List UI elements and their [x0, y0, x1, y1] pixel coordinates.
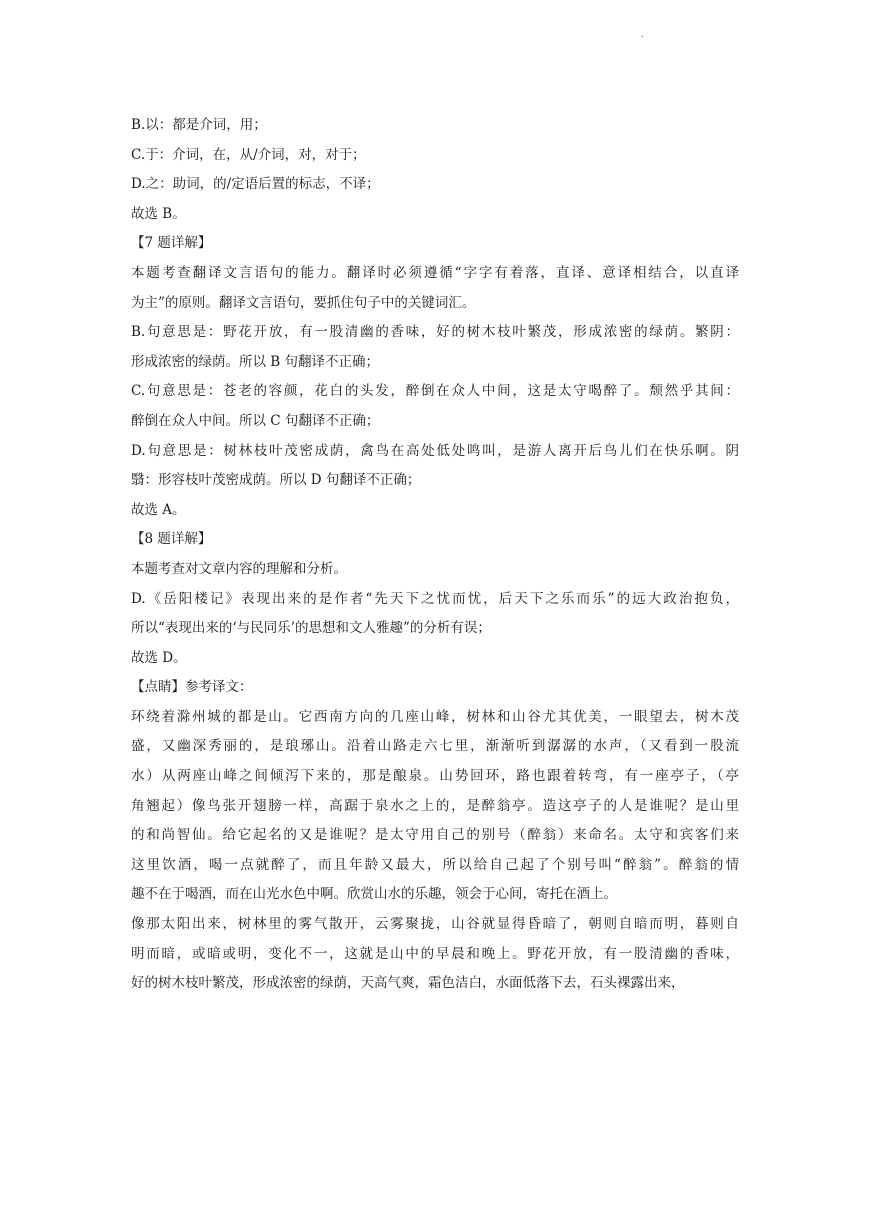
text-line: 为主”的原则。翻译文言语句，要抓住句子中的关键词汇。	[131, 294, 476, 311]
paragraph	[131, 496, 739, 526]
text-line: 这里饮酒，喝一点就醉了，而且年龄又最大，所以给自己起了个别号叫“醉翁”。醉翁的情	[131, 856, 739, 873]
text-line: 趣不在于喝酒，而在山光水色中啊。欣赏山水的乐趣，领会于心间，寄托在酒上。	[131, 886, 617, 903]
paragraph	[131, 111, 739, 141]
paragraph	[131, 555, 739, 585]
text-line: D.句意思是：树林枝叶茂密成荫，禽鸟在高处低处鸣叫，是游人离开后鸟儿们在快乐啊。阴	[131, 442, 739, 459]
paragraph	[131, 229, 739, 259]
header-mark: .	[641, 30, 644, 40]
text-line: 本题考查对文章内容的理解和分析。	[131, 560, 347, 577]
text-line: 的和尚智仙。给它起名的又是谁呢？是太守用自己的别号（醉翁）来命名。太守和宾客们来	[131, 827, 739, 844]
text-line: 故选 D。	[131, 649, 187, 666]
text-line: 形成浓密的绿荫。所以 B 句翻译不正确；	[131, 353, 380, 370]
paragraph	[131, 318, 739, 377]
paragraph	[131, 259, 739, 318]
text-line: C.句意思是：苍老的容颜，花白的头发，醉倒在众人中间，这是太守喝醉了。颓然乎其间：	[131, 383, 739, 400]
text-line: 【点睛】参考译文：	[131, 679, 253, 696]
text-line: C.于：介词，在，从/介词，对，对于；	[131, 146, 366, 163]
text-line: D.《岳阳楼记》表现出来的是作者“先天下之忧而忧，后天下之乐而乐”的远大政治抱负，	[131, 590, 739, 607]
text-line: 故选 A。	[131, 501, 186, 518]
paragraph	[131, 644, 739, 674]
paragraph	[131, 170, 739, 200]
text-line: 本题考查翻译文言语句的能力。翻译时必须遵循“字字有着落，直译、意译相结合，以直译	[131, 264, 739, 281]
paragraph	[131, 585, 739, 644]
text-line: 盛，又幽深秀丽的，是琅琊山。沿着山路走六七里，渐渐听到潺潺的水声，（又看到一股流	[131, 738, 739, 755]
text-line: D.之：助词，的/定语后置的标志，不译；	[131, 176, 380, 193]
text-line: 明而暗，或暗或明，变化不一，这就是山中的早晨和晚上。野花开放，有一股清幽的香味，	[131, 945, 739, 962]
text-line: 【8 题详解】	[131, 531, 212, 548]
text-line: 角翘起）像鸟张开翅膀一样，高踞于泉水之上的，是醉翁亭。造这亭子的人是谁呢？是山里	[131, 797, 739, 814]
document-body	[131, 111, 739, 999]
text-line: 好的树木枝叶繁茂，形成浓密的绿荫，天高气爽，霜色洁白，水面低落下去，石头裸露出来，	[131, 975, 685, 992]
text-line: 醉倒在众人中间。所以 C 句翻译不正确；	[131, 412, 380, 429]
text-line: 水）从两座山峰之间倾泻下来的，那是酿泉。山势回环，路也跟着转弯，有一座亭子，（亭	[131, 768, 739, 785]
paragraph	[131, 200, 739, 230]
paragraph	[131, 673, 739, 703]
paragraph	[131, 910, 739, 999]
paragraph	[131, 437, 739, 496]
text-line: 【7 题详解】	[131, 235, 212, 252]
text-line: 所以“表现出来的‘与民同乐’的思想和文人雅趣”的分析有误；	[131, 620, 491, 637]
text-line: 像那太阳出来，树林里的雾气散开，云雾聚拢，山谷就显得昏暗了，朝则自暗而明，暮则自	[131, 916, 739, 933]
text-line: B.以：都是介词，用；	[131, 117, 267, 133]
text-line: 环绕着滁州城的都是山。它西南方向的几座山峰，树林和山谷尤其优美，一眼望去，树木茂	[131, 708, 739, 725]
text-line: B.句意思是：野花开放，有一股清幽的香味，好的树木枝叶繁茂，形成浓密的绿荫。繁阴：	[131, 324, 739, 341]
paragraph	[131, 703, 739, 910]
paragraph	[131, 141, 739, 171]
text-line: 故选 B。	[131, 205, 186, 222]
paragraph	[131, 377, 739, 436]
text-line: 翳：形容枝叶茂密成荫。所以 D 句翻译不正确；	[131, 472, 421, 489]
paragraph	[131, 525, 739, 555]
